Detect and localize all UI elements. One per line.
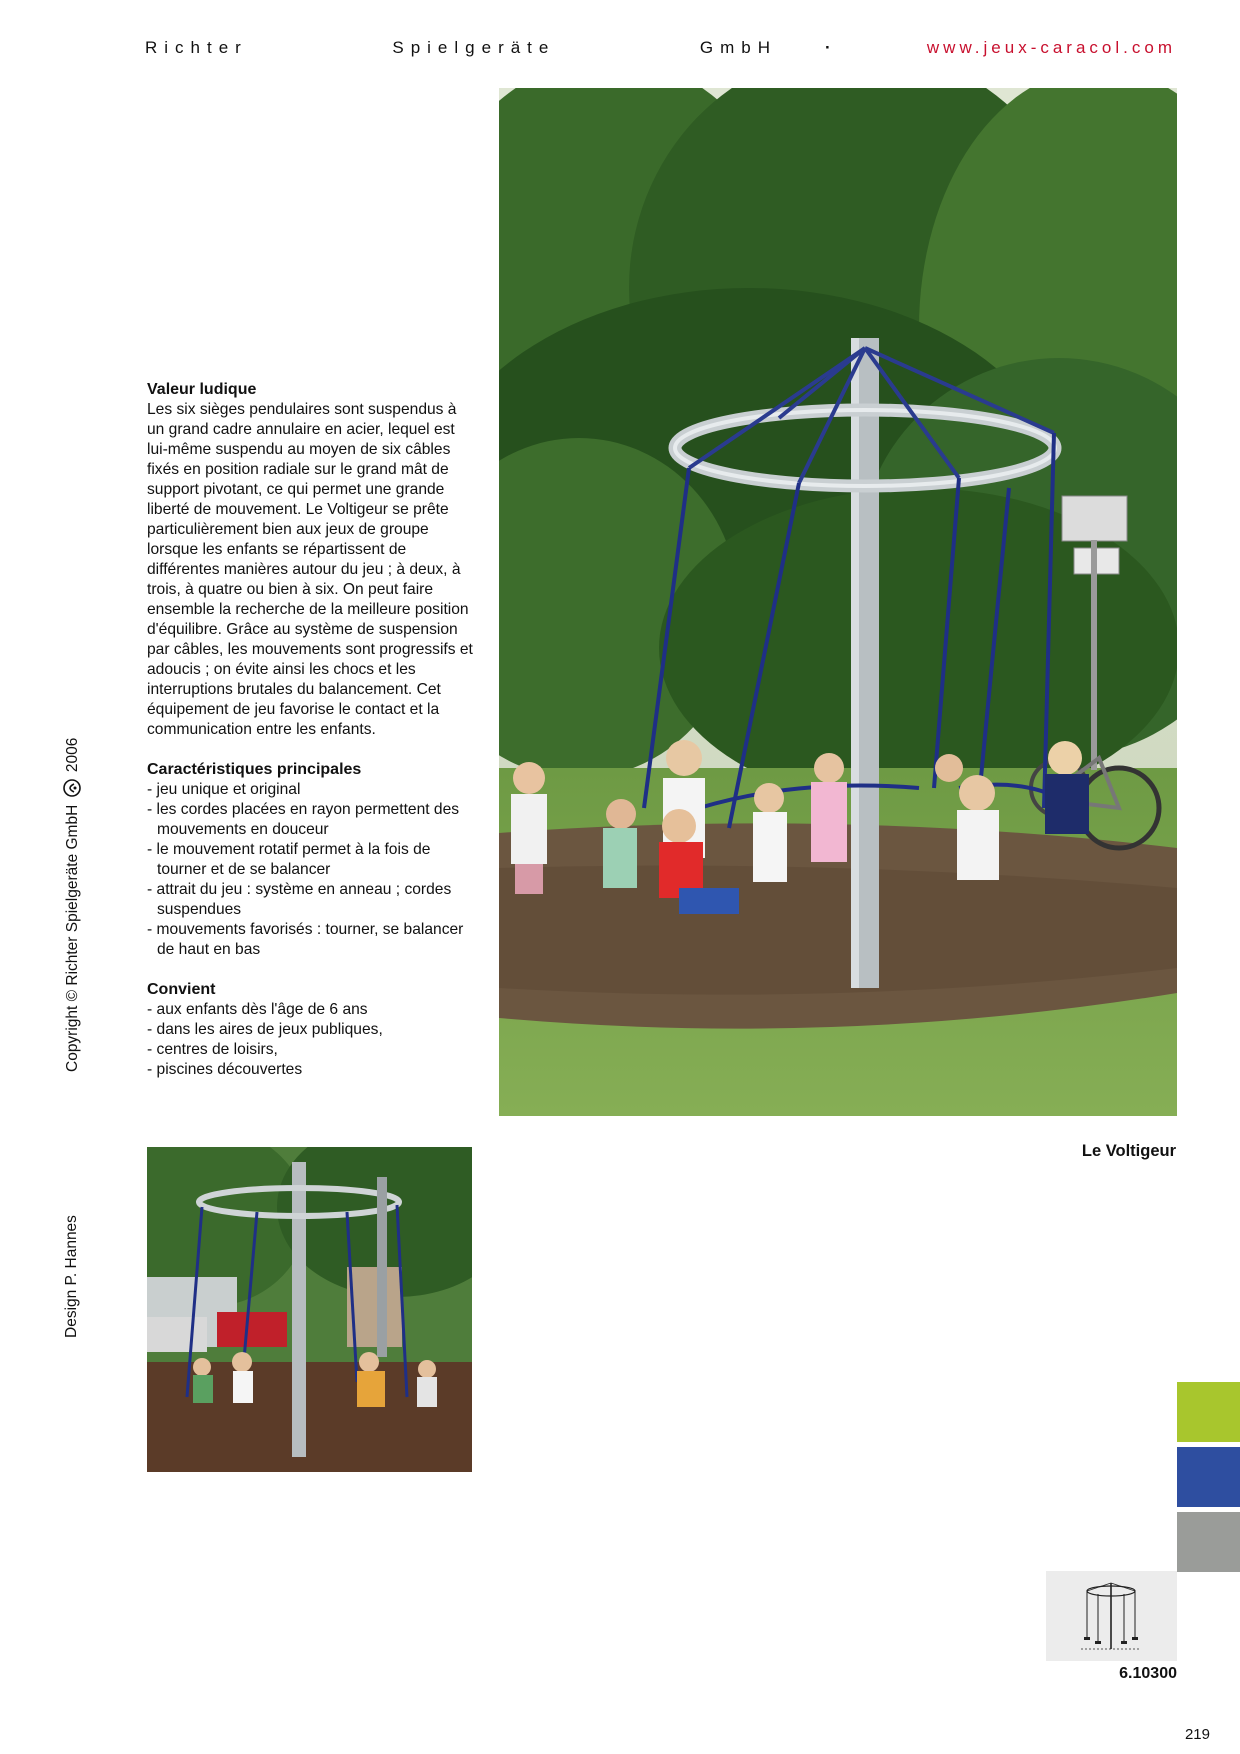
product-code: 6.10300: [1119, 1665, 1177, 1682]
list-item: - aux enfants dès l'âge de 6 ans: [147, 1000, 477, 1020]
list-item: - jeu unique et original: [147, 780, 477, 800]
designer-credit: Design P. Hannes: [63, 1215, 80, 1338]
color-swatch-blue: [1177, 1447, 1240, 1507]
copyright-year: 2006: [64, 737, 81, 773]
section-body: Les six sièges pendulaires sont suspendus à un grand cadre annulaire en acier, lequel est lui-même suspendu au moyen de six câbles fixés en position radiale sur le grand mât de support pivotant, ce qui permet une grande liberté de mouvement. Le Voltigeur se prête particulièrement bien aux jeux de groupe lorsque les enfants se répartissent de différentes manières autour du jeu ; à deux, à trois, à quatre ou bien à six. On peut faire ensemble la recherche de la meilleure position d'équilibre. Grâce au système de suspension par câbles, les mouvements sont progressifs et adoucis ; on évite ainsi les chocs et les interruptions brutales du balancement. Cet équipement de jeu favorise le contact et la communication entre les enfants.: [147, 401, 473, 738]
list-item: - dans les aires de jeux publiques,: [147, 1020, 477, 1040]
suitable-list: [147, 1000, 477, 1080]
copyright-text: Copyright © Richter Spielgeräte GmbH: [64, 804, 81, 1072]
list-item: - centres de loisirs,: [147, 1040, 477, 1060]
section-features: [147, 760, 477, 960]
list-item: - mouvements favorisés : tourner, se balancer de haut en bas: [147, 920, 477, 960]
company-name: Richter Spielgeräte GmbH: [145, 38, 777, 57]
section-play-value: [147, 380, 477, 740]
section-suitable: [147, 980, 477, 1080]
header-separator: ·: [825, 38, 831, 57]
list-item: - les cordes placées en rayon permettent des mouvements en douceur: [147, 800, 477, 840]
section-title: Convient: [147, 981, 216, 998]
voltigeur-diagram-icon: [1046, 1571, 1177, 1661]
copyright-notice: [63, 738, 82, 1072]
page-header: [145, 38, 1176, 62]
feature-list: [147, 780, 477, 960]
color-swatch-green: [1177, 1382, 1240, 1442]
list-item: - le mouvement rotatif permet à la fois de tourner et de se balancer: [147, 840, 477, 880]
website-link[interactable]: www.jeux-caracol.com: [926, 38, 1176, 57]
product-pictogram: [1046, 1571, 1177, 1661]
richter-logo-icon: [63, 779, 81, 797]
product-name: Le Voltigeur: [1081, 1142, 1176, 1160]
color-swatch-grey: [1177, 1512, 1240, 1572]
section-title: Caractéristiques principales: [147, 761, 362, 778]
description-column: [147, 380, 477, 1100]
list-item: - attrait du jeu : système en anneau ; cordes suspendues: [147, 880, 477, 920]
section-title: Valeur ludique: [147, 381, 257, 398]
list-item: - piscines découvertes: [147, 1060, 477, 1080]
main-product-photo: [499, 88, 1177, 1116]
secondary-product-photo: [147, 1147, 472, 1472]
page-number: 219: [1184, 1726, 1210, 1743]
